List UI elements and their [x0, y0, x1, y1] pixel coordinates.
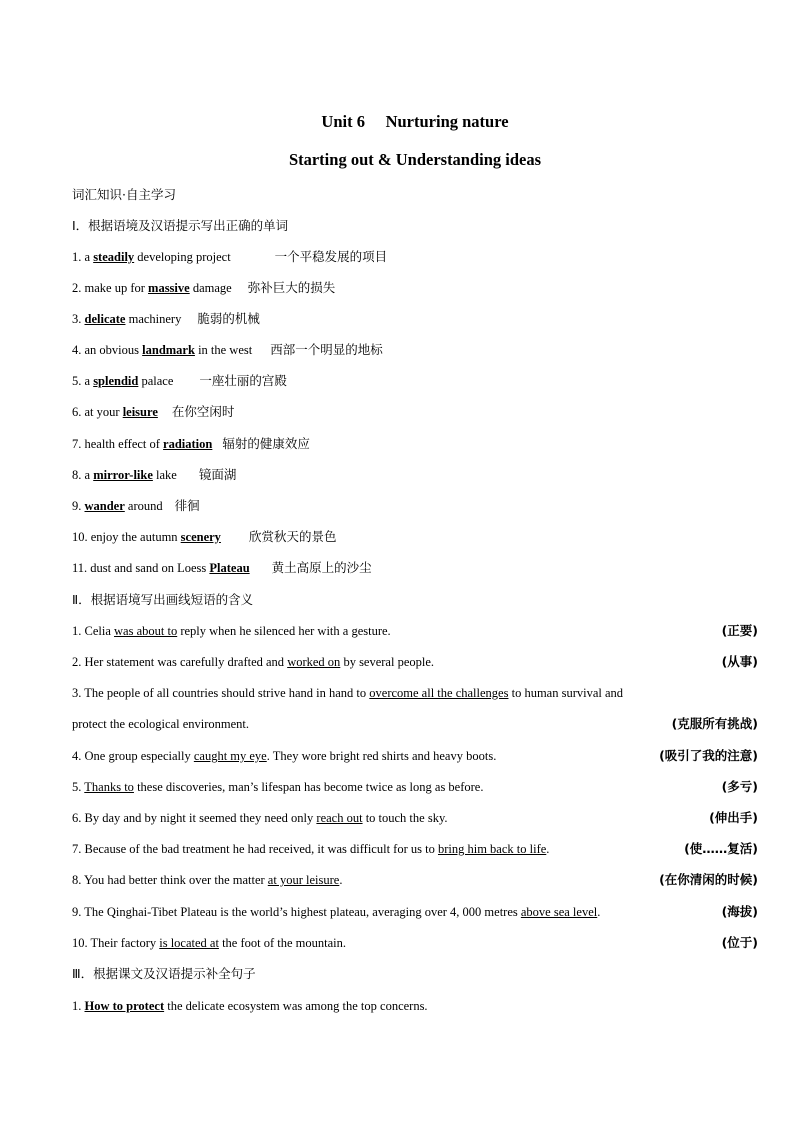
phrase-meaning: (吸引了我的注意)	[659, 748, 758, 763]
answer-word: splendid	[93, 374, 139, 388]
page-title: Unit 6 Nurturing nature	[321, 112, 509, 131]
vocab-item: 3. delicate machinery 脆弱的机械	[72, 311, 260, 326]
underlined-phrase: was about to	[114, 624, 178, 638]
vocab-item: 4. an obvious landmark in the west 西部一个明显的地标	[72, 342, 383, 357]
phrase-meaning: (使……复活)	[684, 841, 758, 856]
answer-word: Plateau	[209, 561, 250, 575]
part3-heading: Ⅲ．根据课文及汉语提示补全句子	[72, 966, 256, 981]
page-subtitle: Starting out & Understanding ideas	[288, 150, 542, 169]
underlined-phrase: reach out	[316, 811, 363, 825]
vocab-item: 5. a splendid palace 一座壮丽的宫殿	[72, 373, 287, 388]
document-page	[72, 0, 758, 1123]
phrase-meaning: (伸出手)	[709, 810, 758, 825]
phrase-meaning: (多亏)	[721, 779, 758, 794]
vocab-item: 6. at your leisure 在你空闲时	[72, 404, 235, 419]
section-label: 词汇知识·自主学习	[72, 187, 176, 202]
underlined-phrase: is located at	[159, 936, 219, 950]
phrase-item: 7. Because of the bad treatment he had received, it was difficult for us to bring him back to life. (使……复活)	[72, 839, 758, 859]
phrase-item: 4. One group especially caught my eye. They wore bright red shirts and heavy boots. (吸引了我的注意)	[72, 746, 758, 766]
phrase-meaning: (克服所有挑战)	[671, 716, 758, 731]
answer-word: massive	[148, 281, 190, 295]
answer-phrase: How to protect	[84, 999, 165, 1013]
phrase-meaning: (正要)	[721, 623, 758, 638]
answer-word: wander	[84, 499, 125, 513]
part2-heading: Ⅱ．根据语境写出画线短语的含义	[72, 592, 254, 607]
phrase-item-continuation: protect the ecological environment. (克服所有挑战)	[72, 714, 758, 734]
underlined-phrase: overcome all the challenges	[369, 686, 509, 700]
vocab-item: 8. a mirror-like lake 镜面湖	[72, 467, 237, 482]
underlined-phrase: at your leisure	[267, 873, 340, 887]
underlined-phrase: above sea level	[520, 905, 598, 919]
answer-word: scenery	[180, 530, 221, 544]
vocab-item: 1. a steadily developing project 一个平稳发展的项目	[72, 249, 388, 264]
phrase-item: 8. You had better think over the matter at your leisure. (在你清闲的时候)	[72, 870, 758, 890]
phrase-item: 6. By day and by night it seemed they need only reach out to touch the sky. (伸出手)	[72, 808, 758, 828]
phrase-item: 3. The people of all countries should strive hand in hand to overcome all the challenges to human survival and	[72, 686, 624, 700]
answer-word: landmark	[142, 343, 195, 357]
phrase-item: 2. Her statement was carefully drafted and worked on by several people. (从事)	[72, 652, 758, 672]
vocab-item: 7. health effect of radiation 辐射的健康效应	[72, 436, 310, 451]
answer-word: radiation	[163, 437, 213, 451]
phrase-meaning: (海拔)	[721, 904, 758, 919]
phrase-meaning: (从事)	[721, 654, 758, 669]
vocab-item: 2. make up for massive damage 弥补巨大的损失	[72, 280, 336, 295]
underlined-phrase: worked on	[287, 655, 341, 669]
answer-word: steadily	[93, 250, 135, 264]
answer-word: leisure	[122, 405, 158, 419]
phrase-item: 1. Celia was about to reply when he silenced her with a gesture. (正要)	[72, 621, 758, 641]
underlined-phrase: caught my eye	[193, 749, 267, 763]
answer-word: mirror-like	[93, 468, 153, 482]
underlined-phrase: bring him back to life	[437, 842, 547, 856]
phrase-item: 10. Their factory is located at the foot of the mountain. (位于)	[72, 933, 758, 953]
phrase-item: 9. The Qinghai-Tibet Plateau is the world’s highest plateau, averaging over 4, 000 metres above sea level. (海拔)	[72, 902, 758, 922]
sentence-item: 1. How to protect the delicate ecosystem was among the top concerns.	[72, 999, 428, 1013]
answer-word: delicate	[84, 312, 126, 326]
part1-heading: Ⅰ．根据语境及汉语提示写出正确的单词	[72, 218, 289, 233]
vocab-item: 9. wander around 徘徊	[72, 498, 200, 513]
vocab-item: 10. enjoy the autumn scenery 欣赏秋天的景色	[72, 529, 337, 544]
underlined-phrase: Thanks to	[84, 780, 134, 794]
vocab-item: 11. dust and sand on Loess Plateau 黄土高原上的沙尘	[72, 560, 372, 575]
phrase-item: 5. Thanks to these discoveries, man’s lifespan has become twice as long as before. (多亏)	[72, 777, 758, 797]
phrase-meaning: (位于)	[721, 935, 758, 950]
phrase-meaning: (在你清闲的时候)	[659, 872, 758, 887]
